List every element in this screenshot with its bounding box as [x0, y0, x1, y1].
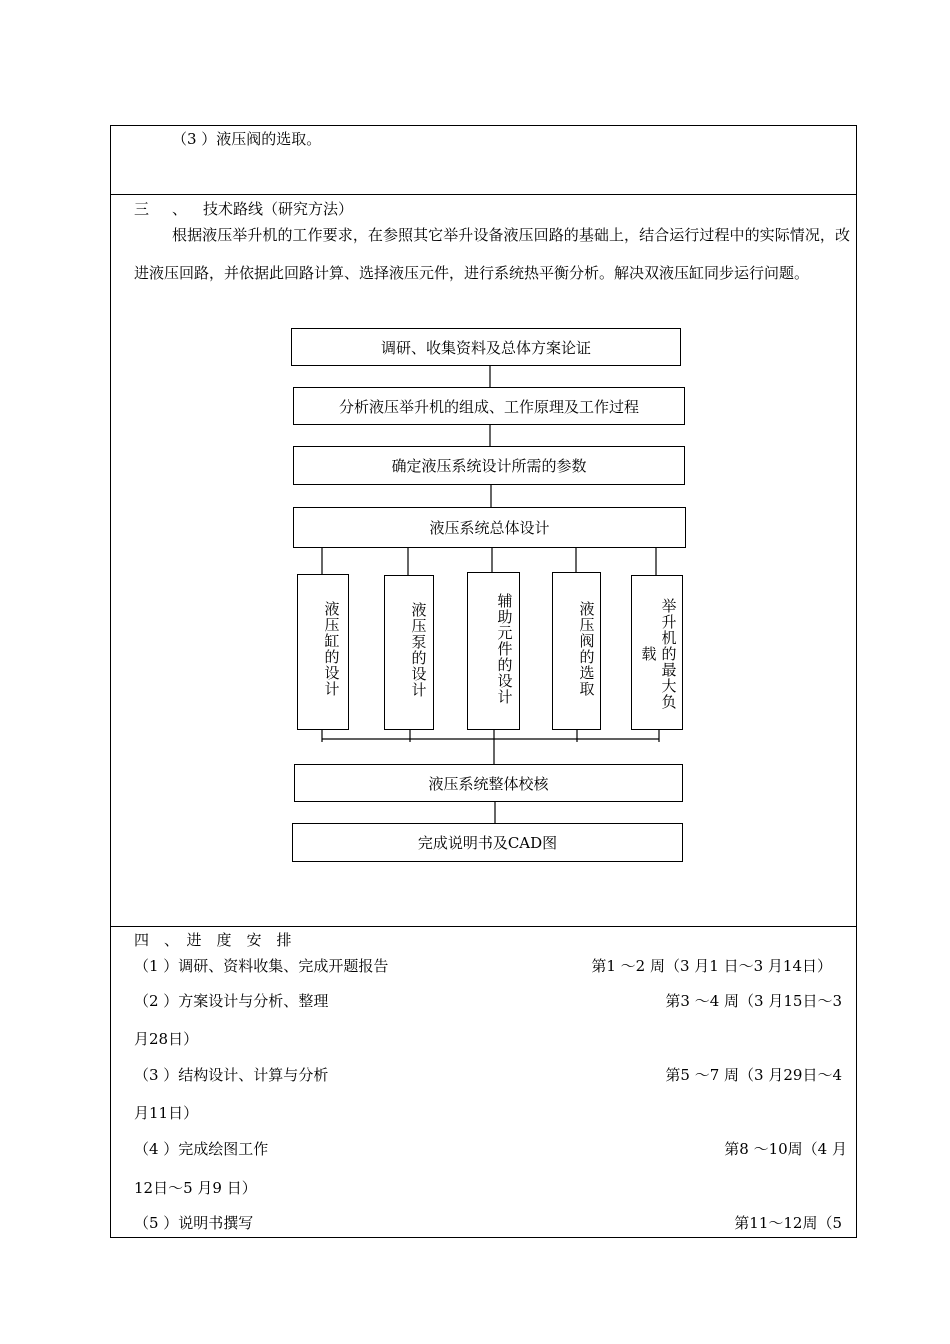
branch-valve-label: 液压阀的选取	[579, 600, 595, 698]
schedule-time-2-cont: 月28日）	[134, 1030, 199, 1048]
flow-step-parameters: 确定液压系统设计所需的参数	[293, 446, 685, 485]
flow-step-overall-design: 液压系统总体设计	[293, 507, 686, 548]
branch-pump-label: 液压泵的设计	[411, 601, 427, 699]
flow-step-documentation: 完成说明书及CAD图	[292, 823, 683, 862]
branch-auxiliary-label: 辅助元件的设计	[497, 592, 513, 706]
schedule-task-2: （2 ）方案设计与分析、整理	[134, 992, 329, 1010]
flow-step-analysis: 分析液压举升机的组成、工作原理及工作过程	[293, 387, 685, 425]
branch-pump-design	[384, 575, 434, 730]
branch-max-load-label: 举升机的最大负	[661, 597, 677, 711]
section3-heading-number: 三	[134, 200, 150, 218]
schedule-task-4: （4 ）完成绘图工作	[134, 1140, 269, 1158]
branch-valve-selection	[552, 572, 601, 730]
schedule-time-4: 第8 ～10周（4 月	[724, 1140, 847, 1158]
schedule-task-1: （1 ）调研、资料收集、完成开题报告	[134, 957, 389, 975]
schedule-time-3: 第5 ～7 周（3 月29日～4	[665, 1066, 842, 1084]
branch-cylinder-label: 液压缸的设计	[324, 600, 340, 698]
schedule-time-2: 第3 ～4 周（3 月15日～3	[665, 992, 842, 1010]
schedule-time-3-cont: 月11日）	[134, 1104, 199, 1122]
branch-cylinder-design	[297, 574, 349, 730]
section3-heading-separator: 、	[172, 200, 188, 218]
section3-paragraph: 根据液压举升机的工作要求，在参照其它举升设备液压回路的基础上，结合运行过程中的实际情况，改进液压回路，并依据此回路计算、选择液压元件，进行系统热平衡分析。解决双液压缸同步运行问题。	[134, 226, 850, 282]
schedule-time-5: 第11～12周（5	[734, 1214, 842, 1232]
schedule-task-3: （3 ）结构设计、计算与分析	[134, 1066, 329, 1084]
section3-heading-title: 技术路线（研究方法）	[203, 200, 354, 218]
schedule-time-1: 第1 ～2 周（3 月1 日～3 月14日）	[591, 957, 832, 975]
schedule-task-5: （5 ）说明书撰写	[134, 1214, 254, 1232]
branch-max-load	[631, 575, 683, 730]
branch-auxiliary-design	[467, 572, 520, 730]
branch-max-load-label-cont: 载	[641, 645, 657, 663]
flow-step-research: 调研、收集资料及总体方案论证	[291, 328, 681, 366]
item-valve-selection: （3 ）液压阀的选取。	[172, 130, 322, 148]
section4-heading: 四 、 进 度 安 排	[134, 931, 292, 949]
schedule-time-4-cont: 12日～5 月9 日）	[134, 1179, 257, 1197]
flow-step-verification: 液压系统整体校核	[294, 764, 683, 802]
